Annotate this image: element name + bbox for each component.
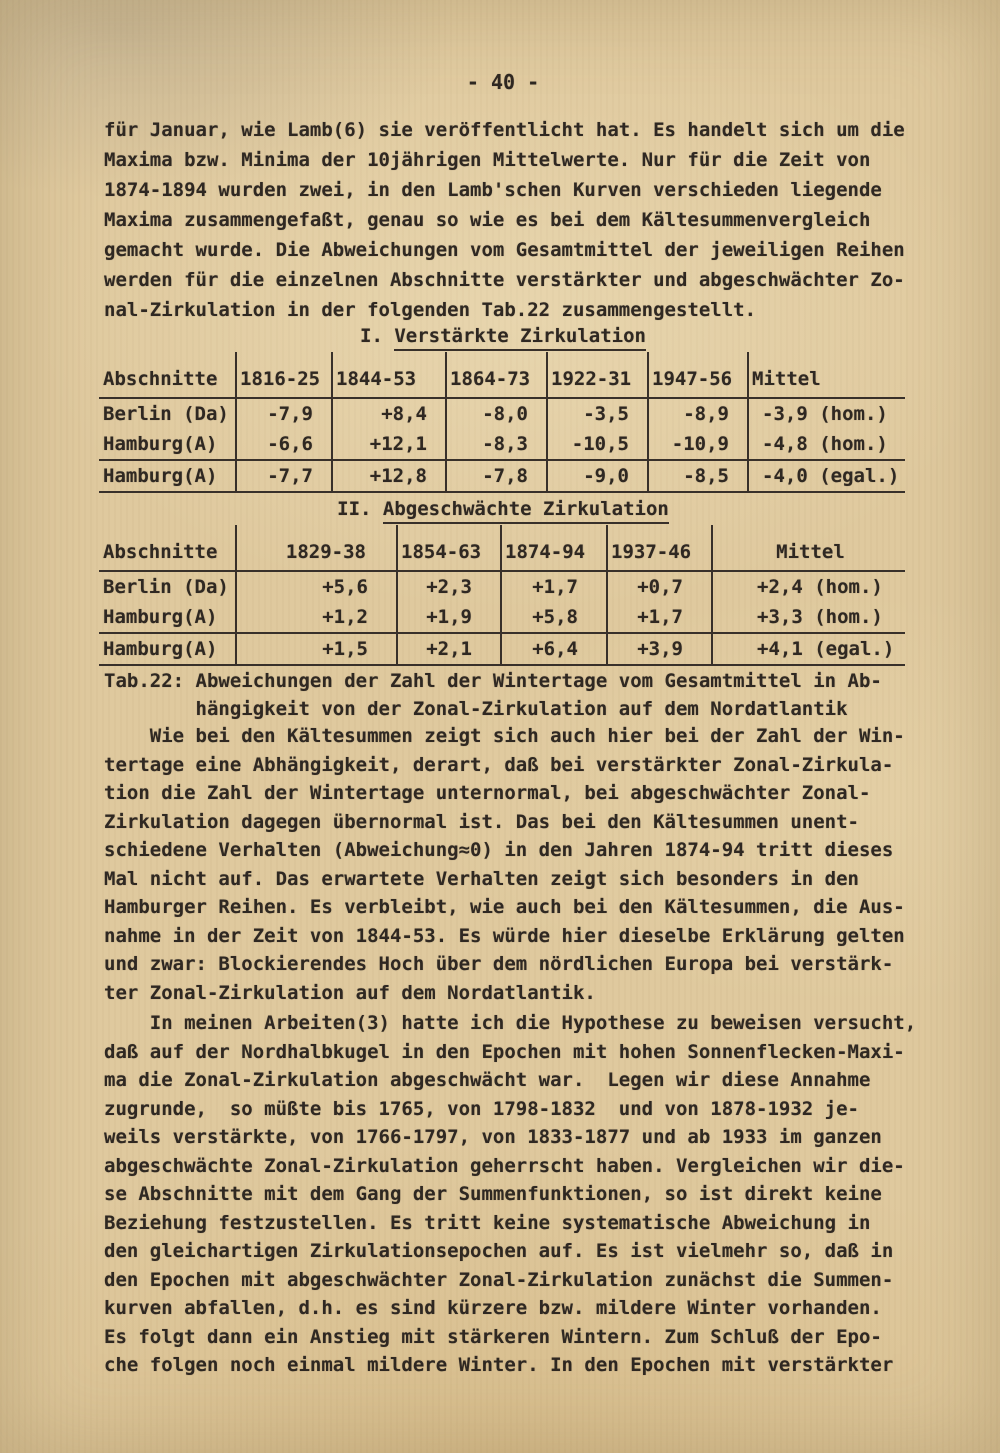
column-header: Mittel <box>748 352 905 398</box>
value-cell: -10,9 <box>648 429 748 460</box>
column-header: 1829-38 <box>236 525 397 571</box>
value-cell: +1,7 <box>607 602 712 633</box>
table1-title-prefix: I. <box>360 325 395 347</box>
caption-line: hängigkeit von der Zonal-Zirkulation auf dem Nordatlantik <box>104 698 848 720</box>
value-cell: +1,7 <box>501 571 607 602</box>
column-header: 1922-31 <box>547 352 648 398</box>
table-header-row <box>99 525 905 571</box>
text-line: Wie bei den Kältesummen zeigt sich auch hier bei der Zahl der Win- <box>104 725 905 747</box>
text-line: Beziehung festzustellen. Es tritt keine systematische Abweichung in <box>104 1211 871 1234</box>
value-cell: -9,0 <box>547 460 648 492</box>
text-line: nal-Zirkulation in der folgenden Tab.22 zusammengestellt. <box>104 299 757 321</box>
text-line: abgeschwächte Zonal-Zirkulation geherrscht haben. Vergleichen wir die- <box>104 1154 905 1177</box>
table-row <box>99 429 905 460</box>
table-abgeschwaechte-zirkulation <box>99 525 905 666</box>
table2-title <box>100 498 906 520</box>
text-line: zugrunde, so müßte bis 1765, von 1798-1832 und von 1878-1932 je- <box>104 1097 859 1120</box>
table-row <box>99 602 905 633</box>
value-cell: -8,5 <box>648 460 748 492</box>
value-cell: -7,8 <box>446 460 547 492</box>
text-line: In meinen Arbeiten(3) hatte ich die Hypothese zu beweisen versucht, <box>104 1012 917 1034</box>
text-line: ter Zonal-Zirkulation auf dem Nordatlantik. <box>104 981 596 1004</box>
column-header: Abschnitte <box>99 525 236 571</box>
text-line: den Epochen mit abgeschwächter Zonal-Zirkulation zunächst die Summen- <box>104 1268 894 1291</box>
value-cell: +3,3 (hom.) <box>712 602 905 633</box>
value-cell: -7,9 <box>236 398 332 429</box>
table-row <box>99 633 905 665</box>
value-cell: +12,1 <box>332 429 446 460</box>
column-header: 1864-73 <box>446 352 547 398</box>
value-cell: +1,9 <box>397 602 501 633</box>
table-row <box>99 460 905 492</box>
table1-title-text: Verstärkte Zirkulation <box>394 325 646 351</box>
table2-title-text: Abgeschwächte Zirkulation <box>383 498 669 524</box>
value-cell: -3,5 <box>547 398 648 429</box>
value-cell: +1,5 <box>236 633 397 665</box>
paragraph-intro <box>104 115 905 325</box>
value-cell: -8,0 <box>446 398 547 429</box>
text-line: Mal nicht auf. Das erwartete Verhalten zeigt sich besonders in den <box>104 867 859 890</box>
text-line: den gleichartigen Zirkulationsepochen auf. Es ist vielmehr so, daß in <box>104 1240 894 1262</box>
value-cell: -8,9 <box>648 398 748 429</box>
text-line: che folgen noch einmal mildere Winter. In den Epochen mit verstärkter <box>104 1354 894 1376</box>
text-line: daß auf der Nordhalbkugel in den Epochen mit hohen Sonnenflecken-Maxi- <box>104 1040 905 1063</box>
text-line: schiedene Verhalten (Abweichung≈0) in den Jahren 1874-94 tritt dieses <box>104 839 894 861</box>
text-line: Maxima zusammengefaßt, genau so wie es bei dem Kältesummenvergleich <box>104 209 871 231</box>
text-line: ma die Zonal-Zirkulation abgeschwächt war. Legen wir diese Annahme <box>104 1069 871 1091</box>
text-line: und zwar: Blockierendes Hoch über dem nördlichen Europa bei verstärk- <box>104 953 894 975</box>
column-header: 1854-63 <box>397 525 501 571</box>
value-cell: +12,8 <box>332 460 446 492</box>
text-line: gemacht wurde. Die Abweichungen vom Gesamtmittel der jeweiligen Reihen <box>104 239 905 261</box>
value-cell: +5,8 <box>501 602 607 633</box>
text-line: 1874-1894 wurden zwei, in den Lamb'schen Kurven verschieden liegende <box>104 179 882 201</box>
table-caption <box>104 667 882 723</box>
table1-title <box>100 325 906 347</box>
text-line: se Abschnitte mit dem Gang der Summenfunktionen, so ist direkt keine <box>104 1183 882 1205</box>
value-cell: -10,5 <box>547 429 648 460</box>
value-cell: -8,3 <box>446 429 547 460</box>
value-cell: +8,4 <box>332 398 446 429</box>
text-line: nahme in der Zeit von 1844-53. Es würde hier dieselbe Erklärung gelten <box>104 924 905 947</box>
text-line: werden für die einzelnen Abschnitte verstärkter und abgeschwächter Zo- <box>104 269 905 291</box>
value-cell: -4,8 (hom.) <box>748 429 905 460</box>
row-label: Hamburg(A) <box>99 460 236 492</box>
value-cell: +2,3 <box>397 571 501 602</box>
value-cell: +1,2 <box>236 602 397 633</box>
text-line: Maxima bzw. Minima der 10jährigen Mittelwerte. Nur für die Zeit von <box>104 149 871 171</box>
value-cell: -3,9 (hom.) <box>748 398 905 429</box>
row-label: Berlin (Da) <box>103 403 229 425</box>
value-cell: +2,1 <box>397 633 501 665</box>
row-label: Hamburg(A) <box>99 633 236 665</box>
value-cell: +2,4 (hom.) <box>712 571 905 602</box>
table-verstaerkte-zirkulation <box>99 352 905 493</box>
column-header: 1947-56 <box>648 352 748 398</box>
row-label: Hamburg(A) <box>99 602 236 633</box>
value-cell: +4,1 (egal.) <box>712 633 905 665</box>
paragraph-discussion <box>104 722 905 1007</box>
column-header: Abschnitte <box>99 352 236 398</box>
value-cell: +5,6 <box>236 571 397 602</box>
text-line: für Januar, wie Lamb(6) sie veröffentlicht hat. Es handelt sich um die <box>104 119 905 141</box>
text-line: tertage eine Abhängigkeit, derart, daß bei verstärkter Zonal-Zirkula- <box>104 753 894 776</box>
paragraph-hypothesis <box>104 1009 916 1380</box>
row-label: Berlin (Da) <box>103 576 229 598</box>
page-number: - 40 - <box>466 70 540 94</box>
column-header: 1844-53 <box>332 352 446 398</box>
value-cell: +6,4 <box>501 633 607 665</box>
column-header: 1874-94 <box>501 525 607 571</box>
text-line: tion die Zahl der Wintertage unternormal, bei abgeschwächter Zonal- <box>104 782 871 804</box>
value-cell: +0,7 <box>607 571 712 602</box>
text-line: Hamburger Reihen. Es verbleibt, wie auch bei den Kältesummen, die Aus- <box>104 896 905 918</box>
column-header: 1937-46 <box>607 525 712 571</box>
column-header: Mittel <box>712 525 905 571</box>
text-line: weils verstärkte, von 1766-1797, von 1833-1877 und ab 1933 im ganzen <box>104 1126 882 1148</box>
value-cell: -4,0 (egal.) <box>748 460 905 492</box>
table-row <box>99 571 905 602</box>
table-header-row <box>99 352 905 398</box>
value-cell: -6,6 <box>236 429 332 460</box>
text-line: Es folgt dann ein Anstieg mit stärkeren Wintern. Zum Schluß der Epo- <box>104 1325 882 1348</box>
text-line: Zirkulation dagegen übernormal ist. Das bei den Kältesummen unent- <box>104 810 859 833</box>
caption-line: Tab.22: Abweichungen der Zahl der Wintertage vom Gesamtmittel in Ab- <box>104 670 882 692</box>
column-header: 1816-25 <box>236 352 332 398</box>
text-line: kurven abfallen, d.h. es sind kürzere bzw. mildere Winter vorhanden. <box>104 1297 882 1319</box>
table-row <box>99 398 905 429</box>
row-label: Hamburg(A) <box>99 429 236 460</box>
table2-title-prefix: II. <box>337 498 383 520</box>
value-cell: -7,7 <box>236 460 332 492</box>
value-cell: +3,9 <box>607 633 712 665</box>
